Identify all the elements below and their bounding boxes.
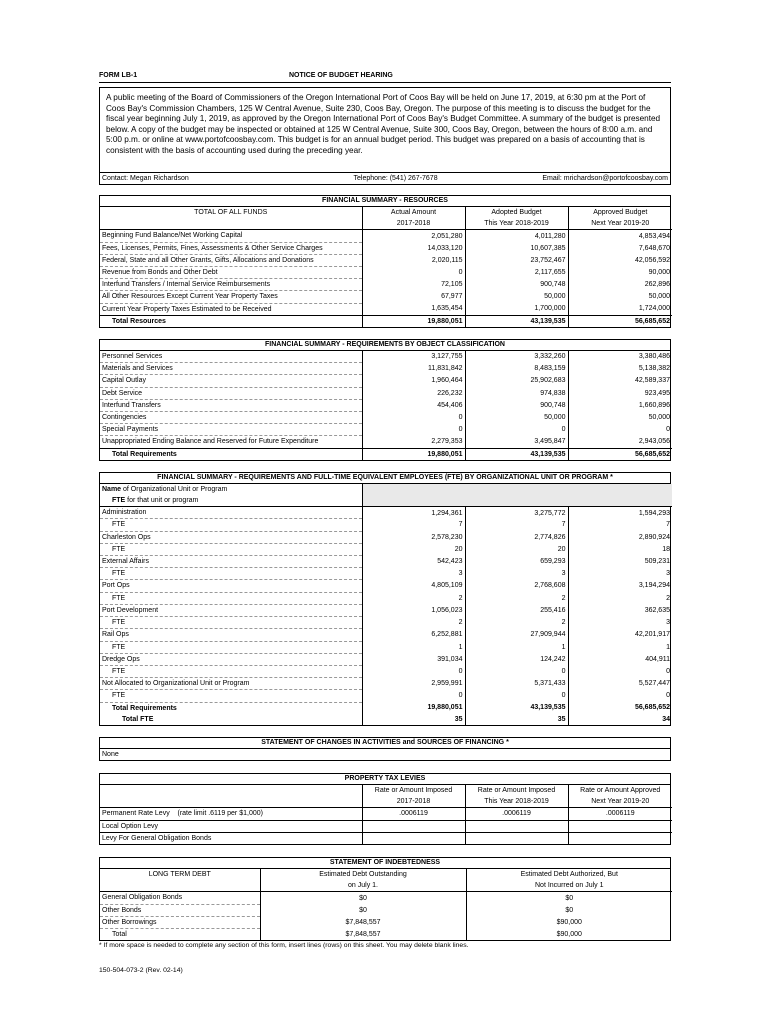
org-units-table	[100, 484, 672, 725]
row-label: Debt Service	[100, 387, 362, 399]
column-header: Rate or Amount Imposed	[362, 785, 465, 796]
row-label: FTE	[100, 519, 362, 531]
table-row	[100, 507, 672, 519]
row-label: Rail Ops	[100, 629, 362, 641]
row-value: 255,416	[465, 604, 568, 616]
row-value: 3,275,772	[465, 507, 568, 519]
column-header: Next Year 2019-20	[568, 796, 672, 808]
table-row	[100, 592, 672, 604]
row-value: 4,805,109	[362, 580, 465, 592]
requirements-section	[99, 339, 671, 461]
total-label: Total Requirements	[112, 704, 177, 712]
row-value: 7	[465, 519, 568, 531]
row-value: 1,294,361	[362, 507, 465, 519]
table-row	[100, 604, 672, 616]
name-header: Name of Organizational Unit or Program	[102, 485, 228, 493]
column-header: 2017-2018	[362, 796, 465, 808]
row-label: All Other Resources Except Current Year Property Taxes	[100, 291, 362, 303]
total-value: 43,139,535	[465, 315, 568, 327]
row-value: 2,578,230	[362, 531, 465, 543]
row-value: 50,000	[465, 291, 568, 303]
table-row	[100, 375, 672, 387]
row-value: 1,660,896	[568, 399, 672, 411]
row-value: 900,748	[465, 279, 568, 291]
row-value: 7	[568, 519, 672, 531]
table-row	[100, 351, 672, 363]
column-header: This Year 2018-2019	[465, 218, 568, 230]
row-value: 0	[568, 424, 672, 436]
row-value: 27,909,944	[465, 629, 568, 641]
table-row	[100, 519, 672, 531]
changes-section	[99, 737, 671, 749]
table-row	[100, 267, 672, 279]
column-header: Rate or Amount Approved	[568, 785, 672, 796]
total-row	[100, 928, 672, 940]
row-value: 0	[465, 690, 568, 702]
contact-email: Email: mrichardson@portofcoosbay.com	[542, 175, 668, 182]
row-value: 0	[362, 267, 465, 279]
row-value: 5,371,433	[465, 678, 568, 690]
row-label: FTE	[100, 617, 362, 629]
row-value: 2	[362, 592, 465, 604]
resources-table	[100, 207, 672, 327]
total-label: Total	[112, 930, 127, 938]
row-value: 0	[362, 665, 465, 677]
table-row	[100, 230, 672, 242]
row-value: 8,483,159	[465, 363, 568, 375]
row-value: 50,000	[465, 412, 568, 424]
table-row	[100, 242, 672, 254]
levy-value: .0006119	[465, 808, 568, 820]
budget-notice-form	[99, 72, 671, 974]
row-value: 0	[465, 424, 568, 436]
contact-phone: Telephone: (541) 267-7678	[353, 175, 438, 182]
row-value: 6,252,881	[362, 629, 465, 641]
row-value: 2,959,991	[362, 678, 465, 690]
table-row	[100, 629, 672, 641]
row-value: 25,902,683	[465, 375, 568, 387]
row-value: $0	[466, 904, 672, 916]
column-header: TOTAL OF ALL FUNDS	[194, 209, 268, 216]
form-number: 150-504-073-2 (Rev. 02-14)	[99, 967, 183, 975]
changes-text: None	[99, 749, 671, 761]
column-header: Approved Budget	[568, 207, 672, 218]
row-value: 1	[362, 641, 465, 653]
section-title: FINANCIAL SUMMARY - REQUIREMENTS BY OBJECT CLASSIFICATION	[100, 340, 670, 351]
row-value: 0	[568, 665, 672, 677]
row-value: 2,890,924	[568, 531, 672, 543]
row-label: Not Allocated to Organizational Unit or Program	[100, 678, 362, 690]
indebtedness-section	[99, 857, 671, 941]
table-row	[100, 363, 672, 375]
row-value: 659,293	[465, 556, 568, 568]
row-value: 1,700,000	[465, 303, 568, 315]
row-value: 3	[465, 568, 568, 580]
row-value: 3	[362, 568, 465, 580]
row-value: 2,020,115	[362, 254, 465, 266]
row-label: FTE	[100, 641, 362, 653]
row-value: 1,594,293	[568, 507, 672, 519]
row-value: 90,000	[568, 267, 672, 279]
table-row	[100, 653, 672, 665]
table-row	[100, 892, 672, 904]
column-header: Adopted Budget	[465, 207, 568, 218]
row-value: 3,127,755	[362, 351, 465, 363]
table-row	[100, 424, 672, 436]
table-row	[100, 436, 672, 448]
form-id: FORM LB-1	[99, 72, 138, 79]
row-label: Other Bonds	[100, 904, 260, 916]
row-value: 42,589,337	[568, 375, 672, 387]
row-value: 0	[568, 690, 672, 702]
row-label: Materials and Services	[100, 363, 362, 375]
row-value: 4,011,280	[465, 230, 568, 242]
row-value: 2	[465, 617, 568, 629]
row-value: 5,527,447	[568, 678, 672, 690]
row-label: Dredge Ops	[100, 653, 362, 665]
row-label: Administration	[100, 507, 362, 519]
property-tax-table	[100, 785, 672, 844]
row-value: 0	[465, 665, 568, 677]
fte-header: FTE for that unit or program	[112, 497, 199, 505]
total-value: 19,880,051	[362, 315, 465, 327]
form-header	[99, 72, 671, 83]
section-title: FINANCIAL SUMMARY - RESOURCES	[100, 196, 670, 207]
row-value: $0	[260, 892, 466, 904]
section-title: STATEMENT OF CHANGES IN ACTIVITIES and SOURCES OF FINANCING *	[100, 738, 670, 749]
column-header: Actual Amount	[362, 207, 465, 218]
row-value: 23,752,467	[465, 254, 568, 266]
row-value: 10,607,385	[465, 242, 568, 254]
column-header: Estimated Debt Outstanding	[260, 869, 466, 880]
levy-value: .0006119	[362, 808, 465, 820]
row-value: 124,242	[465, 653, 568, 665]
row-value: 1,724,000	[568, 303, 672, 315]
row-value: 2	[362, 617, 465, 629]
meeting-notice: A public meeting of the Board of Commissioners of the Oregon International Port of Coos Bay will be held on June 17, 2019, at 6:30 pm at the Port of Coos Bay's Commission Chambers, 125 W Central Avenue, Suite 230, Coos Bay, Oregon. The purpose of this meeting is to discuss the budget for the fiscal year beginning July 1, 2019, as approved by the Oregon International Port of Coos Bay's Budget Committee. A summary of the budget is presented below. A copy of the budget may be inspected or obtained at 125 W Central Avenue, Suite 300, Coos Bay, Oregon, between the hours of 8:00 a.m. and 5:00 p.m. or online at www.portofcoosbay.com. This budget is for an annual budget period. This budget was prepared on a basis of accounting that is consistent with the basis of accounting used during the preceding year.	[99, 87, 671, 173]
table-row	[100, 254, 672, 266]
row-value: 1	[465, 641, 568, 653]
row-label: Unappropriated Ending Balance and Reserved for Future Expenditure	[100, 436, 362, 448]
total-value: 19,880,051	[362, 702, 465, 714]
total-value: 43,139,535	[465, 702, 568, 714]
section-title: STATEMENT OF INDEBTEDNESS	[100, 858, 670, 869]
row-value: 20	[465, 543, 568, 555]
row-value: 4,853,494	[568, 230, 672, 242]
row-label: Personnel Services	[100, 351, 362, 363]
row-value: 18	[568, 543, 672, 555]
total-value: 56,685,652	[568, 702, 672, 714]
total-row	[100, 702, 672, 714]
row-value: 1,960,464	[362, 375, 465, 387]
row-value: $0	[260, 904, 466, 916]
row-value: 5,138,382	[568, 363, 672, 375]
contact-row	[99, 173, 671, 185]
table-row	[100, 531, 672, 543]
column-header: This Year 2018-2019	[465, 796, 568, 808]
row-value: 50,000	[568, 291, 672, 303]
row-label: Port Ops	[100, 580, 362, 592]
row-label: Contingencies	[100, 412, 362, 424]
total-fte-row	[100, 714, 672, 725]
row-value: 3,495,847	[465, 436, 568, 448]
row-value: 2,117,655	[465, 267, 568, 279]
total-value: 43,139,535	[465, 448, 568, 460]
row-label: Fees, Licenses, Permits, Fines, Assessments & Other Service Charges	[100, 242, 362, 254]
resources-section	[99, 195, 671, 328]
row-value: 0	[362, 690, 465, 702]
column-header: Rate or Amount Imposed	[465, 785, 568, 796]
row-value: 2	[465, 592, 568, 604]
table-row	[100, 820, 672, 832]
row-label: Interfund Transfers	[100, 399, 362, 411]
levy-label: Permanent Rate Levy (rate limit .6119 per $1,000)	[102, 810, 263, 818]
column-header: Not Incurred on July 1	[466, 880, 672, 892]
table-row	[100, 412, 672, 424]
total-value: 56,685,652	[568, 315, 672, 327]
row-value: 542,423	[362, 556, 465, 568]
row-value: 50,000	[568, 412, 672, 424]
row-label: Port Development	[100, 604, 362, 616]
row-value: 391,034	[362, 653, 465, 665]
table-row	[100, 617, 672, 629]
levy-label: Levy For General Obligation Bonds	[102, 834, 212, 842]
total-value: $7,848,557	[260, 928, 466, 940]
section-title: PROPERTY TAX LEVIES	[100, 774, 670, 785]
requirements-table	[100, 351, 672, 460]
row-label: Current Year Property Taxes Estimated to be Received	[100, 303, 362, 315]
row-value: $0	[466, 892, 672, 904]
row-label: FTE	[100, 568, 362, 580]
row-value: 226,232	[362, 387, 465, 399]
table-row	[100, 678, 672, 690]
levy-label: Local Option Levy	[102, 822, 159, 830]
indebtedness-table	[100, 869, 672, 940]
total-value: 35	[465, 714, 568, 725]
row-value: 900,748	[465, 399, 568, 411]
table-row	[100, 580, 672, 592]
row-label: Charleston Ops	[100, 531, 362, 543]
row-value: 2	[568, 592, 672, 604]
total-value: 19,880,051	[362, 448, 465, 460]
property-tax-section	[99, 773, 671, 845]
row-value: 404,911	[568, 653, 672, 665]
row-label: Revenue from Bonds and Other Debt	[100, 267, 362, 279]
total-label: Total Resources	[112, 317, 166, 325]
row-value: 509,231	[568, 556, 672, 568]
table-row	[100, 904, 672, 916]
row-label: FTE	[100, 592, 362, 604]
row-value: 0	[362, 412, 465, 424]
column-header: on July 1.	[260, 880, 466, 892]
footnote: * If more space is needed to complete any section of this form, insert lines (rows) on this sheet. You may delete blank lines.	[99, 942, 469, 950]
table-row	[100, 832, 672, 844]
row-value: 362,635	[568, 604, 672, 616]
row-value: 3	[568, 617, 672, 629]
row-label: General Obligation Bonds	[100, 892, 260, 904]
row-value: 1,056,023	[362, 604, 465, 616]
row-label: Federal, State and all Other Grants, Gifts, Allocations and Donations	[100, 254, 362, 266]
column-header: Next Year 2019-20	[568, 218, 672, 230]
row-value: 3,380,486	[568, 351, 672, 363]
total-value: 35	[362, 714, 465, 725]
column-header: Estimated Debt Authorized, But	[466, 869, 672, 880]
total-row	[100, 315, 672, 327]
row-value: 2,279,353	[362, 436, 465, 448]
table-row	[100, 568, 672, 580]
row-value: 454,406	[362, 399, 465, 411]
row-value: 2,768,608	[465, 580, 568, 592]
row-value: $90,000	[466, 916, 672, 928]
table-row	[100, 399, 672, 411]
row-value: 42,201,917	[568, 629, 672, 641]
total-label: Total Requirements	[112, 450, 177, 458]
levy-value: .0006119	[568, 808, 672, 820]
section-title: FINANCIAL SUMMARY - REQUIREMENTS AND FULL-TIME EQUIVALENT EMPLOYEES (FTE) BY ORGANIZATIONAL UNIT OR PROGRAM *	[100, 473, 670, 484]
column-header: 2017-2018	[362, 218, 465, 230]
table-row	[100, 690, 672, 702]
row-value: 7,648,670	[568, 242, 672, 254]
table-row	[100, 641, 672, 653]
row-value: 20	[362, 543, 465, 555]
row-value: 2,774,826	[465, 531, 568, 543]
row-value: 67,977	[362, 291, 465, 303]
row-label: Capital Outlay	[100, 375, 362, 387]
row-value: 923,495	[568, 387, 672, 399]
row-label: FTE	[100, 690, 362, 702]
row-value: 3	[568, 568, 672, 580]
row-value: $7,848,557	[260, 916, 466, 928]
table-row	[100, 916, 672, 928]
row-label: FTE	[100, 665, 362, 677]
table-row	[100, 303, 672, 315]
row-value: 1	[568, 641, 672, 653]
row-value: 3,194,294	[568, 580, 672, 592]
row-value: 2,943,056	[568, 436, 672, 448]
row-label: FTE	[100, 543, 362, 555]
row-label: Beginning Fund Balance/Net Working Capital	[100, 230, 362, 242]
total-value: 56,685,652	[568, 448, 672, 460]
total-value: 34	[568, 714, 672, 725]
row-label: Other Borrowings	[100, 916, 260, 928]
row-label: Interfund Transfers / Internal Service Reimbursements	[100, 279, 362, 291]
row-value: 2,051,280	[362, 230, 465, 242]
row-value: 1,635,454	[362, 303, 465, 315]
table-row	[100, 808, 672, 820]
org-units-section	[99, 472, 671, 726]
row-label: External Affairs	[100, 556, 362, 568]
row-value: 974,838	[465, 387, 568, 399]
table-row	[100, 291, 672, 303]
contact-name: Contact: Megan Richardson	[102, 175, 189, 182]
row-value: 262,896	[568, 279, 672, 291]
row-value: 42,056,592	[568, 254, 672, 266]
row-value: 11,831,842	[362, 363, 465, 375]
column-header: LONG TERM DEBT	[148, 870, 211, 878]
table-row	[100, 279, 672, 291]
form-title: NOTICE OF BUDGET HEARING	[289, 72, 393, 79]
row-label: Special Payments	[100, 424, 362, 436]
table-row	[100, 543, 672, 555]
table-row	[100, 556, 672, 568]
row-value: 3,332,260	[465, 351, 568, 363]
row-value: 7	[362, 519, 465, 531]
total-row	[100, 448, 672, 460]
total-value: $90,000	[466, 928, 672, 940]
total-label: Total FTE	[122, 715, 154, 723]
table-row	[100, 387, 672, 399]
table-row	[100, 665, 672, 677]
row-value: 14,033,120	[362, 242, 465, 254]
row-value: 0	[362, 424, 465, 436]
row-value: 72,105	[362, 279, 465, 291]
